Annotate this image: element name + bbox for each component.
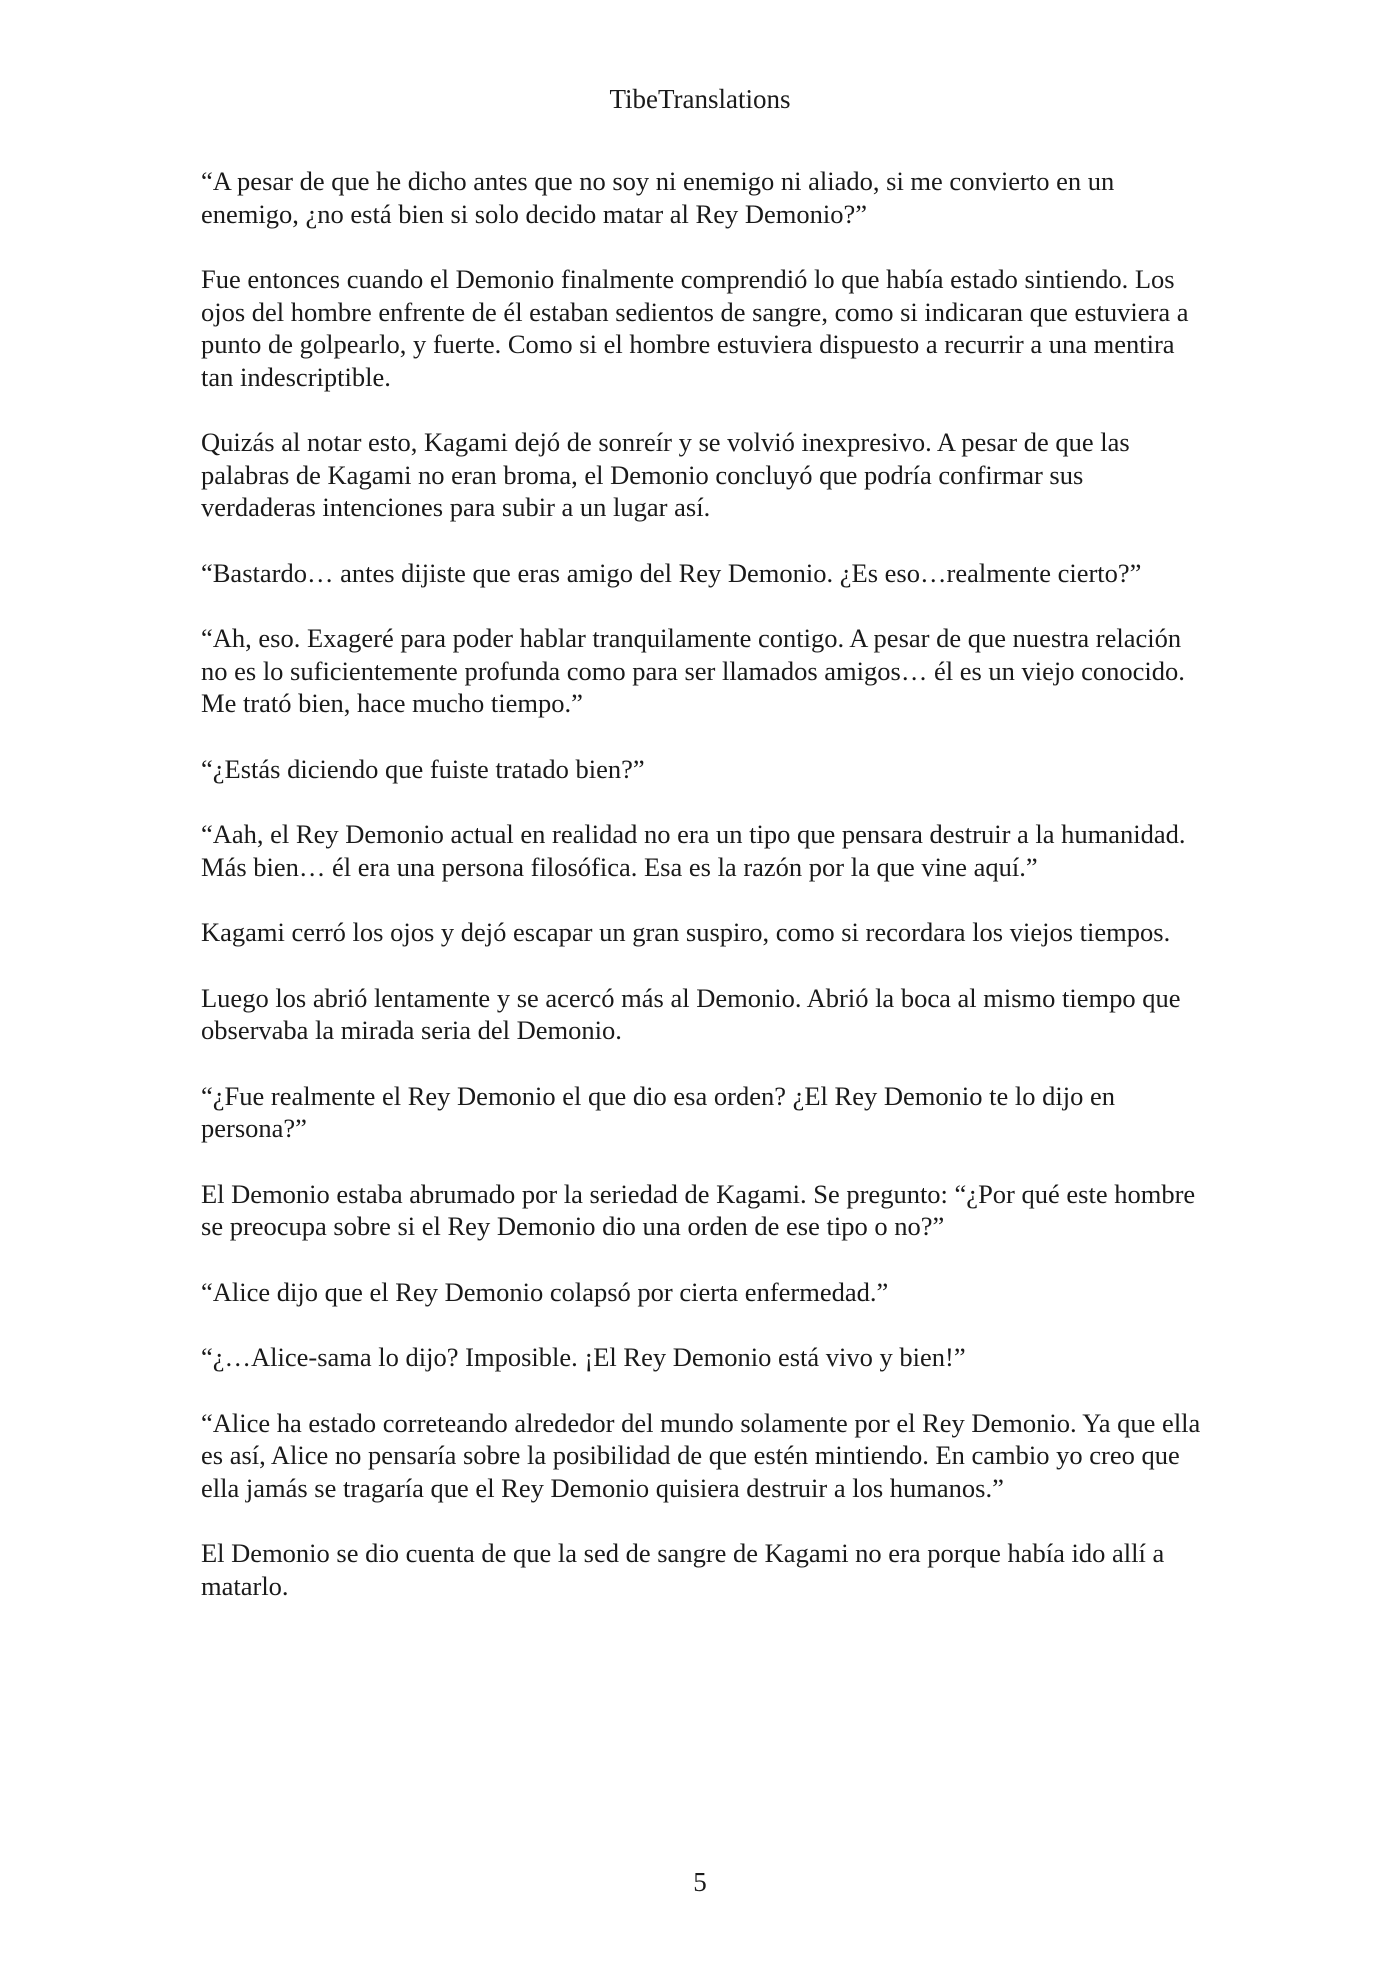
paragraph: Luego los abrió lentamente y se acercó más al Demonio. Abrió la boca al mismo tiempo que observaba la mirada seria del Demonio. — [201, 982, 1181, 1045]
paragraph: “¿Fue realmente el Rey Demonio el que dio esa orden? ¿El Rey Demonio te lo dijo en persona?” — [201, 1080, 1115, 1143]
paragraph: “Ah, eso. Exageré para poder hablar tranquilamente contigo. A pesar de que nuestra relación no es lo suficientemente profunda como para ser llamados amigos… él es un viejo conocido. Me trató bien, hace mucho tiempo.” — [201, 623, 1185, 718]
page-header-title: TibeTranslations — [609, 84, 791, 114]
paragraph: “A pesar de que he dicho antes que no soy ni enemigo ni aliado, si me convierto en un enemigo, ¿no está bien si solo decido matar al Rey Demonio?” — [201, 166, 1115, 229]
paragraph: “Aah, el Rey Demonio actual en realidad no era un tipo que pensara destruir a la humanidad. Más bien… él era una persona filosófica. Esa es la razón por la que vine aquí.” — [201, 819, 1186, 882]
page-number: 5 — [693, 1867, 707, 1897]
body-text — [201, 165, 1201, 1635]
paragraph: “Alice ha estado correteando alrededor del mundo solamente por el Rey Demonio. Ya que ella es así, Alice no pensaría sobre la posibilidad de que estén mintiendo. En cambio yo creo que ella jamás se tragaría que el Rey Demonio quisiera destruir a los humanos.” — [201, 1407, 1201, 1503]
paragraph: Quizás al notar esto, Kagami dejó de sonreír y se volvió inexpresivo. A pesar de que las palabras de Kagami no eran broma, el Demonio concluyó que podría confirmar sus verdaderas intenciones para subir a un lugar así. — [201, 427, 1130, 522]
paragraph: “Bastardo… antes dijiste que eras amigo del Rey Demonio. ¿Es eso…realmente cierto?” — [201, 557, 1142, 588]
paragraph: El Demonio se dio cuenta de que la sed de sangre de Kagami no era porque había ido allí a matarlo. — [201, 1538, 1165, 1601]
paragraph: Fue entonces cuando el Demonio finalmente comprendió lo que había estado sintiendo. Los ojos del hombre enfrente de él estaban sedientos de sangre, como si indicaran que estuviera a punto de golpearlo, y fuerte. Como si el hombre estuviera dispuesto a recurrir a una mentira tan indescriptible. — [201, 264, 1189, 392]
paragraph: “¿…Alice-sama lo dijo? Imposible. ¡El Rey Demonio está vivo y bien!” — [201, 1342, 966, 1372]
paragraph: “Alice dijo que el Rey Demonio colapsó por cierta enfermedad.” — [201, 1276, 889, 1307]
paragraph: El Demonio estaba abrumado por la seriedad de Kagami. Se pregunto: “¿Por qué este hombre se preocupa sobre si el Rey Demonio dio una orden de ese tipo o no?” — [201, 1178, 1196, 1241]
paragraph: Kagami cerró los ojos y dejó escapar un gran suspiro, como si recordara los viejos tiempos. — [201, 917, 1171, 947]
paragraph: “¿Estás diciendo que fuiste tratado bien?” — [201, 753, 645, 784]
